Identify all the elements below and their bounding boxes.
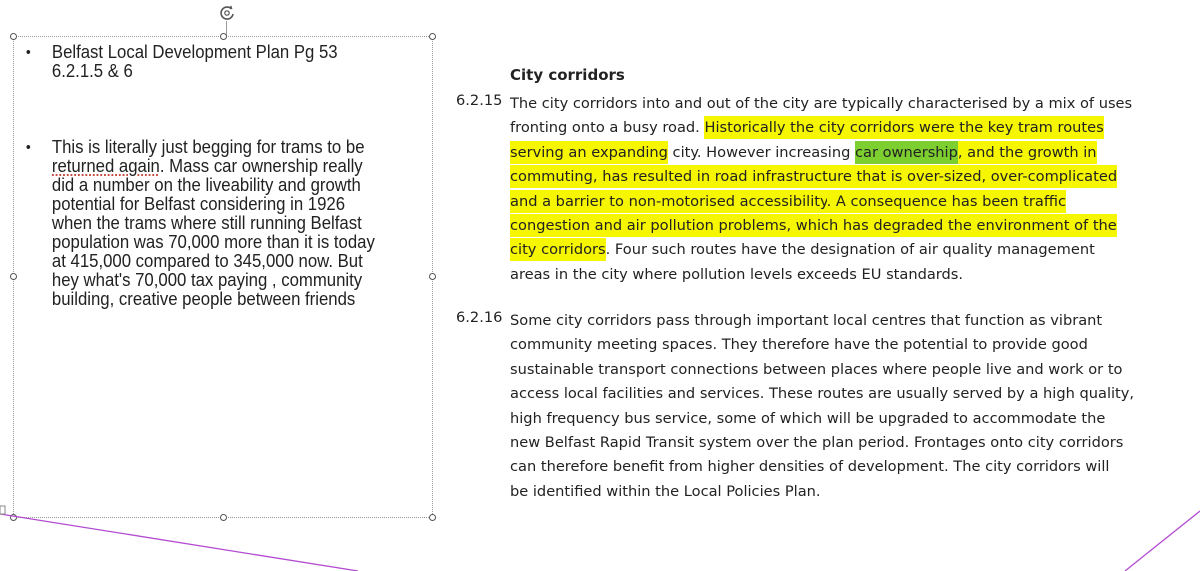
resize-handle-middle-left-icon[interactable] <box>10 273 17 280</box>
bullet-line: potential for Belfast considering in 1926 <box>51 194 346 214</box>
plain-text-run: fronting onto a busy road. <box>510 119 705 137</box>
slide-bullet-list[interactable] <box>24 43 419 309</box>
paragraph-line <box>510 455 1150 479</box>
yellow-highlight: and a barrier to non-motorised accessibility <box>510 190 827 213</box>
paragraph-line <box>510 431 1150 455</box>
plain-text-run: . Four such routes have the designation of air quality management <box>605 241 1095 259</box>
plain-text-run: be identified within the Local Policies Plan. <box>510 482 821 500</box>
resize-handle-top-right-icon[interactable] <box>429 33 436 40</box>
plain-text-run: high frequency bus service, some of which will be upgraded to accommodate the <box>510 409 1106 427</box>
bullet-item-comment[interactable] <box>24 138 391 309</box>
plain-text-run: community meeting spaces. They therefore have the potential to provide good <box>510 336 1088 354</box>
resize-handle-bottom-middle-icon[interactable] <box>220 514 227 521</box>
paragraph-text <box>510 92 1150 287</box>
plain-text-run: can therefore benefit from higher densities of development. The city corridors will <box>510 458 1110 476</box>
yellow-highlight: serving an expanding <box>510 141 668 164</box>
resize-handle-top-left-icon[interactable] <box>10 33 17 40</box>
guide-line-left <box>0 514 358 571</box>
green-highlight: car ownership <box>855 141 958 164</box>
yellow-highlight: city corridors <box>510 238 606 261</box>
plain-text-run: new Belfast Rapid Transit system over the plan period. Frontages onto city corridors <box>510 433 1124 451</box>
guide-line-right <box>1125 511 1200 571</box>
yellow-highlight: commuting, has resulted in road infrastructure that is over-sized, over-complicated <box>510 165 1117 188</box>
rotate-handle-icon[interactable] <box>218 4 236 22</box>
paragraph-line <box>510 263 1150 287</box>
bullet-line: hey what's 70,000 tax paying , community <box>51 270 363 290</box>
bullet-line: population was 70,000 more than it is today <box>51 232 375 252</box>
resize-handle-bottom-left-icon[interactable] <box>10 514 17 521</box>
plain-text-run: access local facilities and services. These routes are usually served by a high quality, <box>510 385 1135 403</box>
paragraph-line <box>510 92 1150 116</box>
slide-edge-marker-icon <box>0 506 5 514</box>
section-heading: City corridors <box>510 66 625 84</box>
paragraph-number: 6.2.15 <box>456 92 503 109</box>
plain-text-run: sustainable transport connections between places where people live and work or to <box>510 360 1123 378</box>
bullet-icon: • <box>25 139 31 156</box>
paragraph-line <box>510 333 1150 357</box>
plain-text-run: areas in the city where pollution levels exceeds EU standards. <box>510 265 964 283</box>
paragraph-line <box>510 407 1150 431</box>
plain-text-run: Some city corridors pass through important local centres that function as vibrant <box>510 312 1103 329</box>
paragraph-number: 6.2.16 <box>456 309 503 326</box>
paragraph-line <box>510 214 1150 238</box>
paragraph-line <box>510 238 1150 262</box>
resize-handle-middle-right-icon[interactable] <box>429 273 436 280</box>
bullet-line: . Mass car ownership really <box>159 156 363 176</box>
bullet-line: This is literally just begging for trams to be <box>51 137 365 157</box>
paragraph-line <box>510 165 1150 189</box>
paragraph-line <box>510 309 1150 333</box>
yellow-highlight: Historically the city corridors were the key tram routes <box>704 116 1103 139</box>
paragraph-line <box>510 190 1150 214</box>
bullet-line: when the trams where still running Belfast <box>51 213 362 233</box>
bullet-line: did a number on the liveability and growth <box>51 175 361 195</box>
plain-text-run: The city corridors into and out of the city are typically characterised by a mix of uses <box>510 95 1133 112</box>
bullet-line: 6.2.1.5 & 6 <box>51 61 133 81</box>
bullet-item-reference[interactable] <box>24 43 391 81</box>
bullet-line: building, creative people between friends <box>51 289 356 309</box>
plain-text-run: city. However increasing <box>667 143 855 161</box>
paragraph-line <box>510 141 1150 165</box>
paragraph-line <box>510 382 1150 406</box>
yellow-highlight: congestion and air pollution problems, which has degraded the environment of the <box>510 214 1117 237</box>
resize-handle-top-middle-icon[interactable] <box>220 33 227 40</box>
paragraph-line <box>510 116 1150 140</box>
paragraph-text <box>510 309 1150 504</box>
spellcheck-flagged-text[interactable]: returned again <box>51 156 160 176</box>
bullet-icon: • <box>25 44 31 61</box>
yellow-highlight: . A consequence has been traffic <box>827 190 1066 213</box>
paragraph-line <box>510 480 1150 504</box>
paragraph-line <box>510 358 1150 382</box>
bullet-line: at 415,000 compared to 345,000 now. But <box>51 251 363 271</box>
yellow-highlight: , and the growth in <box>958 141 1097 164</box>
resize-handle-bottom-right-icon[interactable] <box>429 514 436 521</box>
bullet-line: Belfast Local Development Plan Pg 53 <box>51 42 338 62</box>
